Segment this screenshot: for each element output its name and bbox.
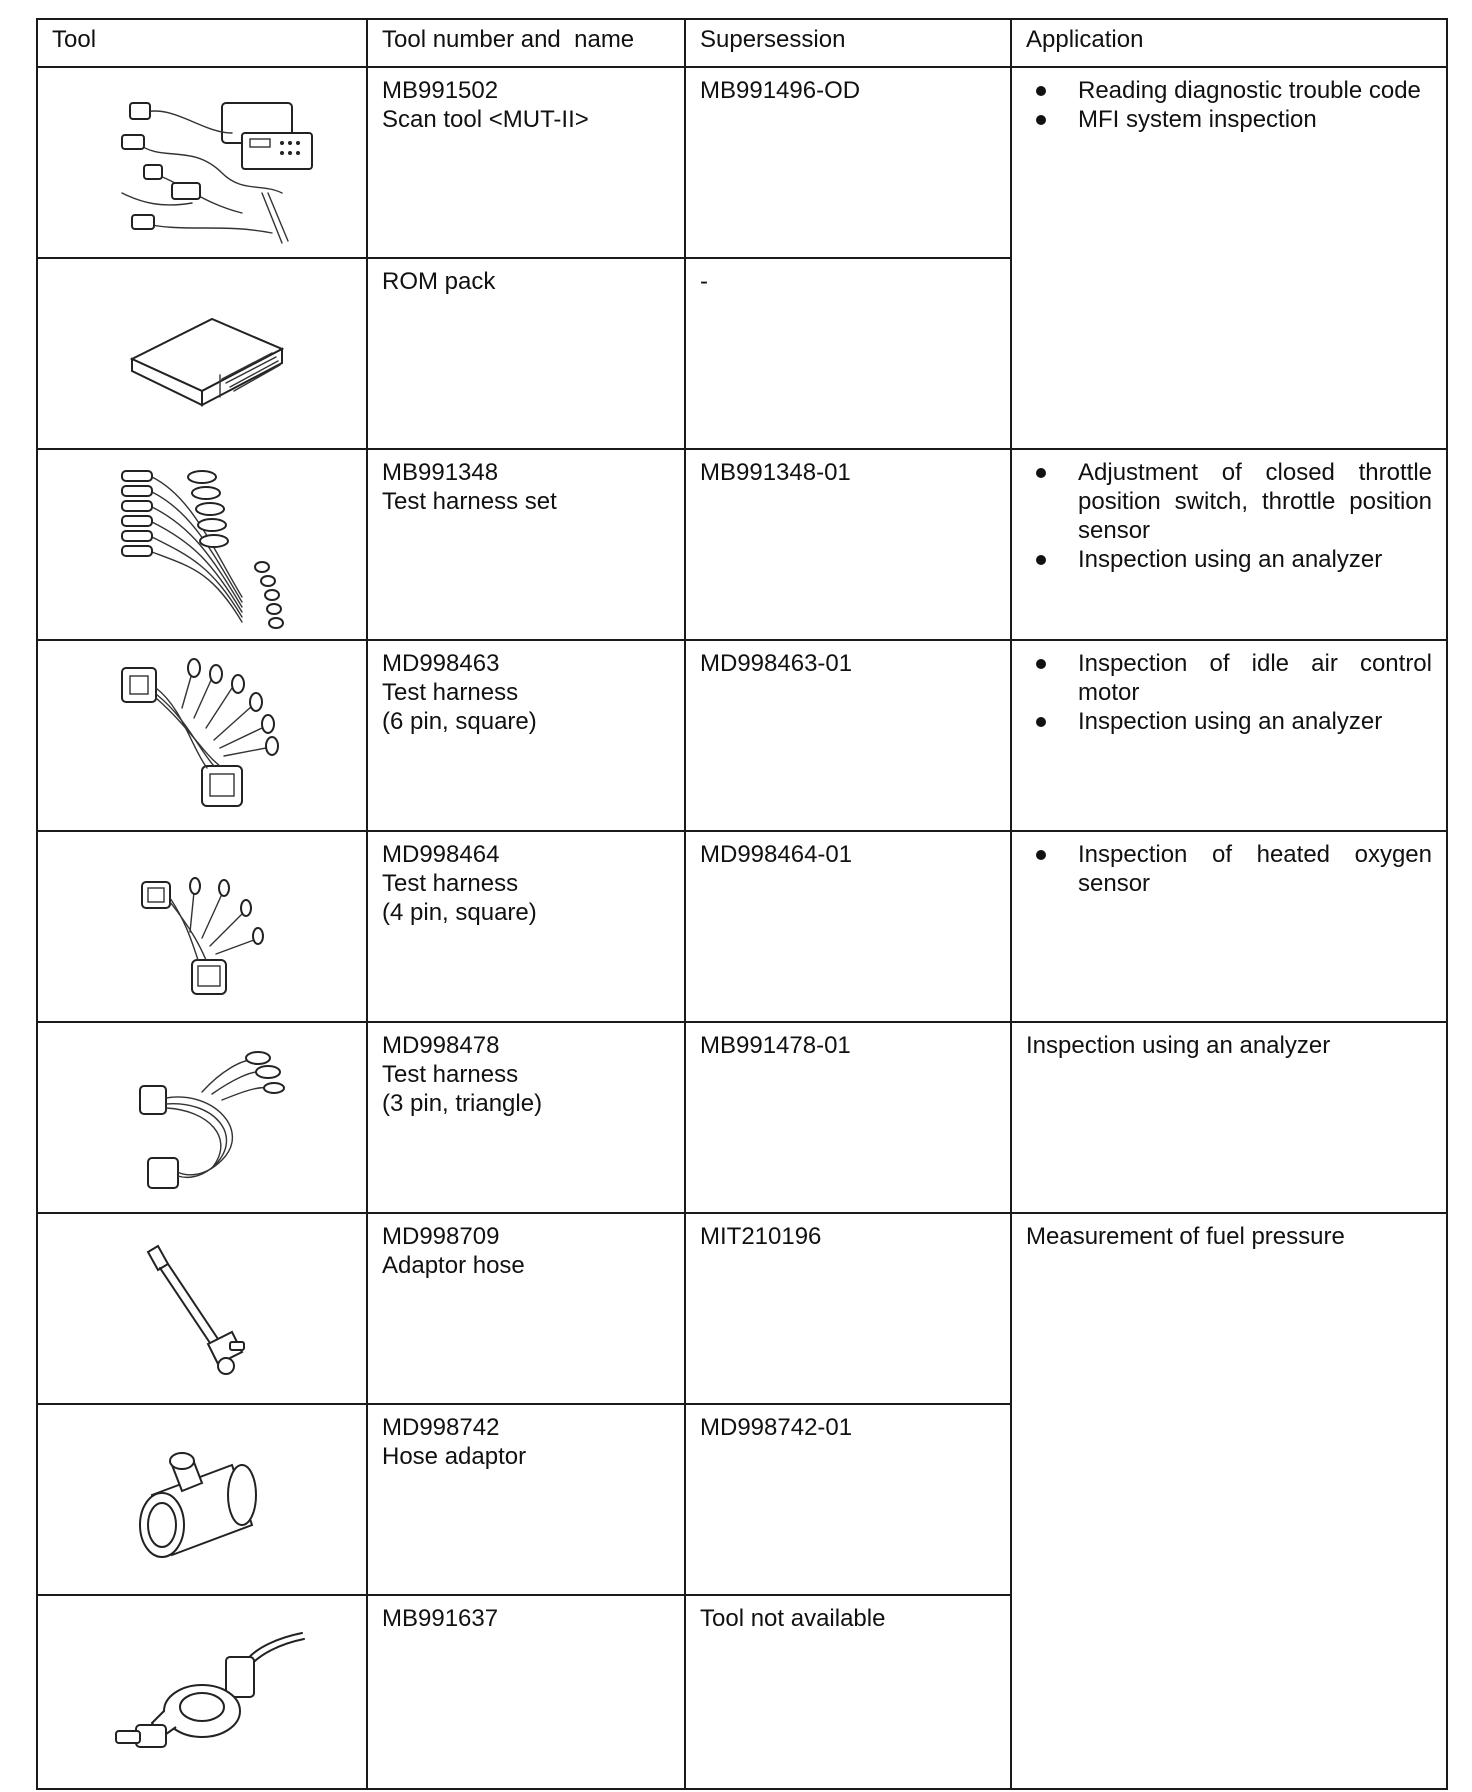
application-cell xyxy=(1011,1022,1447,1213)
tool-number: MB991637 xyxy=(382,1605,499,1632)
supersession-cell: - xyxy=(685,258,1011,449)
tool-number: MB991348 xyxy=(382,459,499,486)
application-item: Adjustment of closed throttle position switch, throttle position sensor xyxy=(1026,458,1432,545)
application-cell xyxy=(1011,640,1447,831)
tool-number-name-cell xyxy=(367,1595,685,1789)
tool-cell xyxy=(37,1404,367,1595)
tool-cell xyxy=(37,831,367,1022)
table-row xyxy=(37,831,1447,1022)
tool-number: MD998463 xyxy=(382,650,500,677)
supersession-cell: Tool not available xyxy=(685,1595,1011,1789)
tool-name-detail: (4 pin, square) xyxy=(382,899,537,926)
test-harness-set-illustration xyxy=(92,457,312,632)
scan-tool-illustration xyxy=(82,73,322,253)
application-list xyxy=(1026,840,1432,898)
tool-number: MD998464 xyxy=(382,841,500,868)
tool-number-name-cell xyxy=(367,831,685,1022)
tool-cell xyxy=(37,1595,367,1789)
application-item: MFI system inspection xyxy=(1026,105,1432,134)
tool-cell xyxy=(37,67,367,258)
application-item: Reading diagnostic trouble code xyxy=(1026,76,1432,105)
tool-name: Test harness xyxy=(382,870,519,897)
tool-number-name-cell xyxy=(367,449,685,640)
test-harness-6pin-illustration xyxy=(102,648,302,823)
tool-cell xyxy=(37,640,367,831)
tool-number-name-cell xyxy=(367,1022,685,1213)
application-item: Inspection of heated oxygen sensor xyxy=(1026,840,1432,898)
tool-name: Test harness set xyxy=(382,488,557,515)
special-tools-table xyxy=(36,18,1448,1790)
tool-name: Hose adaptor xyxy=(382,1443,527,1470)
header-supersession: Supersession xyxy=(685,19,1011,67)
tool-name-detail: (3 pin, triangle) xyxy=(382,1090,543,1117)
tool-cell xyxy=(37,449,367,640)
tool-name: Test harness xyxy=(382,679,519,706)
tool-cell xyxy=(37,1022,367,1213)
application-item: Inspection using an analyzer xyxy=(1026,707,1432,736)
table-row xyxy=(37,1213,1447,1404)
table-header-row xyxy=(37,19,1447,67)
tool-number-name-cell xyxy=(367,67,685,258)
tool-number: ROM pack xyxy=(382,268,496,295)
table-row xyxy=(37,1022,1447,1213)
table-row xyxy=(37,640,1447,831)
supersession-cell: MD998464-01 xyxy=(685,831,1011,1022)
tool-name: Scan tool <MUT-II> xyxy=(382,106,589,133)
hose-adaptor-illustration xyxy=(112,1425,292,1575)
tool-cell xyxy=(37,258,367,449)
supersession-cell: MIT210196 xyxy=(685,1213,1011,1404)
supersession-cell: MD998742-01 xyxy=(685,1404,1011,1595)
tool-number-name-cell xyxy=(367,1213,685,1404)
tool-name: Adaptor hose xyxy=(382,1252,525,1279)
table-row xyxy=(37,67,1447,258)
tool-number: MD998478 xyxy=(382,1032,500,1059)
application-cell xyxy=(1011,831,1447,1022)
tool-number-name-cell xyxy=(367,640,685,831)
application-cell xyxy=(1011,1213,1447,1789)
test-harness-3pin-illustration xyxy=(112,1030,292,1205)
table-row xyxy=(37,449,1447,640)
tool-name: Test harness xyxy=(382,1061,519,1088)
application-text: Inspection using an analyzer xyxy=(1026,1032,1331,1059)
supersession-cell: MB991348-01 xyxy=(685,449,1011,640)
header-application: Application xyxy=(1011,19,1447,67)
application-list xyxy=(1026,458,1432,574)
tool-number-name-cell xyxy=(367,1404,685,1595)
tool-number-name-cell xyxy=(367,258,685,449)
application-cell xyxy=(1011,67,1447,449)
supersession-cell: MB991496-OD xyxy=(685,67,1011,258)
tool-number: MD998742 xyxy=(382,1414,500,1441)
application-list xyxy=(1026,76,1432,134)
header-tool: Tool xyxy=(37,19,367,67)
application-cell xyxy=(1011,449,1447,640)
application-item: Inspection using an analyzer xyxy=(1026,545,1432,574)
special-tools-sheet xyxy=(36,18,1446,1784)
supersession-cell: MD998463-01 xyxy=(685,640,1011,831)
adaptor-hose-illustration xyxy=(112,1224,292,1394)
test-harness-4pin-illustration xyxy=(112,842,292,1012)
application-text: Measurement of fuel pressure xyxy=(1026,1223,1345,1250)
application-list xyxy=(1026,649,1432,736)
header-tool-number-name: Tool number and name xyxy=(367,19,685,67)
application-item: Inspection of idle air control motor xyxy=(1026,649,1432,707)
tool-number: MD998709 xyxy=(382,1223,500,1250)
rom-pack-illustration xyxy=(102,279,302,429)
tool-name-detail: (6 pin, square) xyxy=(382,708,537,735)
supersession-cell: MB991478-01 xyxy=(685,1022,1011,1213)
tool-number: MB991502 xyxy=(382,77,499,104)
tool-cell xyxy=(37,1213,367,1404)
pressure-gauge-illustration xyxy=(92,1607,312,1777)
